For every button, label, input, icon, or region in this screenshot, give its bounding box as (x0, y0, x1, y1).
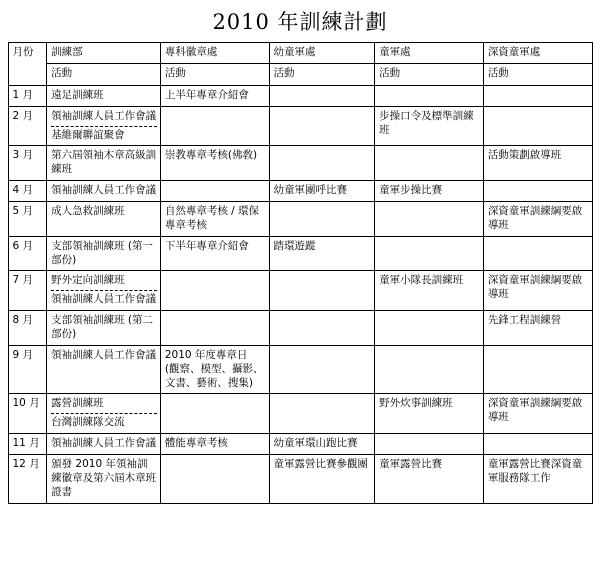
activity-text: 童軍露營比賽參觀團 (273, 458, 369, 471)
cell-cub-office (269, 106, 375, 146)
table-row (8, 394, 592, 434)
cell-training-dept (47, 181, 161, 202)
activity-text: 步操口令及標準訓練班 (379, 109, 474, 136)
cell-cub-office (269, 455, 375, 504)
cell-venture-office (483, 202, 592, 237)
table-header (8, 43, 592, 86)
cell-training-dept (47, 146, 161, 181)
cell-cub-office (269, 311, 375, 346)
activity-text: 領袖訓練人員工作會議 (51, 109, 157, 122)
cell-divider (51, 290, 157, 291)
page-title: 2010 年訓練計劃 (212, 10, 388, 34)
cell-venture-office (483, 146, 592, 181)
cell-venture-office (483, 181, 592, 202)
table-row (8, 236, 592, 271)
activity-text: 崇教專章考核(佛敎) (164, 149, 258, 162)
cell-training-dept (47, 271, 161, 311)
cell-scout-office (375, 106, 484, 146)
header-training-dept: 訓練部 (47, 43, 161, 64)
cell-training-dept (47, 311, 161, 346)
cell-cub-office (269, 345, 375, 394)
cell-month: 4 月 (8, 181, 47, 202)
subheader-activity-badge: 活動 (160, 63, 269, 85)
header-cub-scout-office: 幼童軍處 (269, 43, 375, 64)
activity-text: 深資童軍訓練綱要啟導班 (487, 205, 583, 231)
table-row (8, 345, 592, 394)
cell-badge-office (160, 311, 269, 346)
header-row-departments (8, 43, 592, 64)
activity-text: 活動策劃啟導班 (487, 149, 562, 162)
header-badge-office: 專科徽章處 (160, 43, 269, 64)
cell-badge-office (160, 271, 269, 311)
cell-venture-office (483, 271, 592, 311)
activity-text: 基維爾聯誼聚會 (51, 128, 125, 141)
table-row (8, 434, 592, 455)
cell-scout-office (375, 394, 484, 434)
table-row (8, 455, 592, 504)
cell-training-dept (47, 434, 161, 455)
activity-text: 領袖訓練人員工作會議 (51, 184, 157, 197)
activity-text: 體能專章考核 (164, 437, 228, 450)
cell-badge-office (160, 181, 269, 202)
table-row (8, 146, 592, 181)
cell-month: 6 月 (8, 236, 47, 271)
header-scout-office: 童軍處 (375, 43, 484, 64)
cell-venture-office (483, 394, 592, 434)
cell-badge-office (160, 106, 269, 146)
cell-scout-office (375, 85, 484, 106)
cell-scout-office (375, 455, 484, 504)
cell-scout-office (375, 311, 484, 346)
cell-cub-office (269, 434, 375, 455)
activity-text: (觀察、模型、攝影、文書、藝術、搜集) (164, 362, 264, 389)
activity-text: 領袖訓練人員工作會議 (51, 437, 157, 450)
table-body (8, 85, 592, 503)
cell-badge-office (160, 236, 269, 271)
activity-text: 野外定向訓練班 (51, 274, 125, 287)
activity-text: 童軍小隊長訓練班 (379, 274, 464, 287)
cell-cub-office (269, 202, 375, 237)
header-venture-scout-office: 深資童軍處 (483, 43, 592, 64)
cell-month: 8 月 (8, 311, 47, 346)
activity-text: 遠足訓練班 (51, 88, 104, 101)
cell-badge-office (160, 455, 269, 504)
activity-text: 支部領袖訓練班 (第二部份) (51, 314, 154, 341)
table-row (8, 85, 592, 106)
cell-cub-office (269, 394, 375, 434)
activity-text: 領袖訓練人員工作會議 (51, 348, 157, 361)
cell-venture-office (483, 106, 592, 146)
cell-divider (51, 126, 157, 127)
cell-training-dept (47, 236, 161, 271)
cell-training-dept (47, 106, 161, 146)
cell-training-dept (47, 455, 161, 504)
cell-month: 11 月 (8, 434, 47, 455)
cell-training-dept (47, 85, 161, 106)
cell-badge-office (160, 434, 269, 455)
cell-month: 7 月 (8, 271, 47, 311)
training-plan-table (8, 42, 593, 504)
activity-text: 露營訓練班 (51, 397, 104, 410)
activity-text: 2010 年度專章日 (164, 348, 248, 361)
cell-cub-office (269, 236, 375, 271)
cell-month: 3 月 (8, 146, 47, 181)
activity-text: 深資童軍訓練綱要啟導班 (487, 397, 583, 424)
activity-text: 先鋒工程訓練營 (487, 314, 562, 327)
cell-month: 5 月 (8, 202, 47, 237)
cell-venture-office (483, 345, 592, 394)
cell-scout-office (375, 202, 484, 237)
activity-text: 台灣訓練隊交流 (51, 416, 125, 429)
subheader-activity-dept: 活動 (47, 63, 161, 85)
activity-text: 頒發 2010 年領袖訓練徽章及第六屆木章班證書 (51, 458, 157, 498)
cell-cub-office (269, 85, 375, 106)
activity-text: 幼童軍團呼比賽 (273, 184, 348, 197)
cell-training-dept (47, 345, 161, 394)
activity-text: 踏環遊蹤 (273, 239, 316, 252)
table-row (8, 311, 592, 346)
activity-text: 上半年專章介紹會 (164, 88, 249, 101)
cell-scout-office (375, 271, 484, 311)
cell-scout-office (375, 345, 484, 394)
cell-cub-office (269, 146, 375, 181)
header-row-activities (8, 63, 592, 85)
activity-text: 自然專章考核 / 環保專章考核 (164, 205, 260, 231)
subheader-activity-venture: 活動 (483, 63, 592, 85)
cell-training-dept (47, 394, 161, 434)
activity-text: 第六屆領袖木章高級訓練班 (51, 149, 157, 176)
activity-text: 成人急救訓練班 (51, 205, 125, 218)
cell-month: 10 月 (8, 394, 47, 434)
header-month: 月份 (8, 43, 47, 86)
activity-text: 幼童軍環山跑比賽 (273, 437, 358, 450)
cell-scout-office (375, 146, 484, 181)
activity-text: 深資童軍訓練綱要啟導班 (487, 274, 583, 301)
cell-divider (51, 413, 157, 414)
cell-badge-office (160, 85, 269, 106)
activity-text: 支部領袖訓練班 (第一部份) (51, 239, 154, 266)
activity-text: 下半年專章介紹會 (164, 239, 249, 252)
cell-cub-office (269, 271, 375, 311)
cell-badge-office (160, 146, 269, 181)
table-row (8, 106, 592, 146)
cell-venture-office (483, 311, 592, 346)
activity-text: 童軍步操比賽 (379, 184, 443, 197)
activity-text: 童軍露營比賽 (379, 458, 443, 471)
activity-text: 野外炊事訓練班 (379, 397, 453, 410)
cell-venture-office (483, 85, 592, 106)
cell-cub-office (269, 181, 375, 202)
activity-text: 領袖訓練人員工作會議 (51, 293, 157, 306)
cell-badge-office (160, 202, 269, 237)
activity-text: 童軍露營比賽深資童軍服務隊工作 (487, 458, 583, 484)
table-row (8, 271, 592, 311)
cell-scout-office (375, 434, 484, 455)
cell-month: 1 月 (8, 85, 47, 106)
cell-training-dept (47, 202, 161, 237)
subheader-activity-cub: 活動 (269, 63, 375, 85)
cell-badge-office (160, 345, 269, 394)
subheader-activity-scout: 活動 (375, 63, 484, 85)
cell-venture-office (483, 455, 592, 504)
cell-venture-office (483, 236, 592, 271)
cell-scout-office (375, 181, 484, 202)
table-row (8, 202, 592, 237)
cell-month: 9 月 (8, 345, 47, 394)
cell-badge-office (160, 394, 269, 434)
cell-month: 12 月 (8, 455, 47, 504)
table-row (8, 181, 592, 202)
cell-venture-office (483, 434, 592, 455)
cell-month: 2 月 (8, 106, 47, 146)
cell-scout-office (375, 236, 484, 271)
